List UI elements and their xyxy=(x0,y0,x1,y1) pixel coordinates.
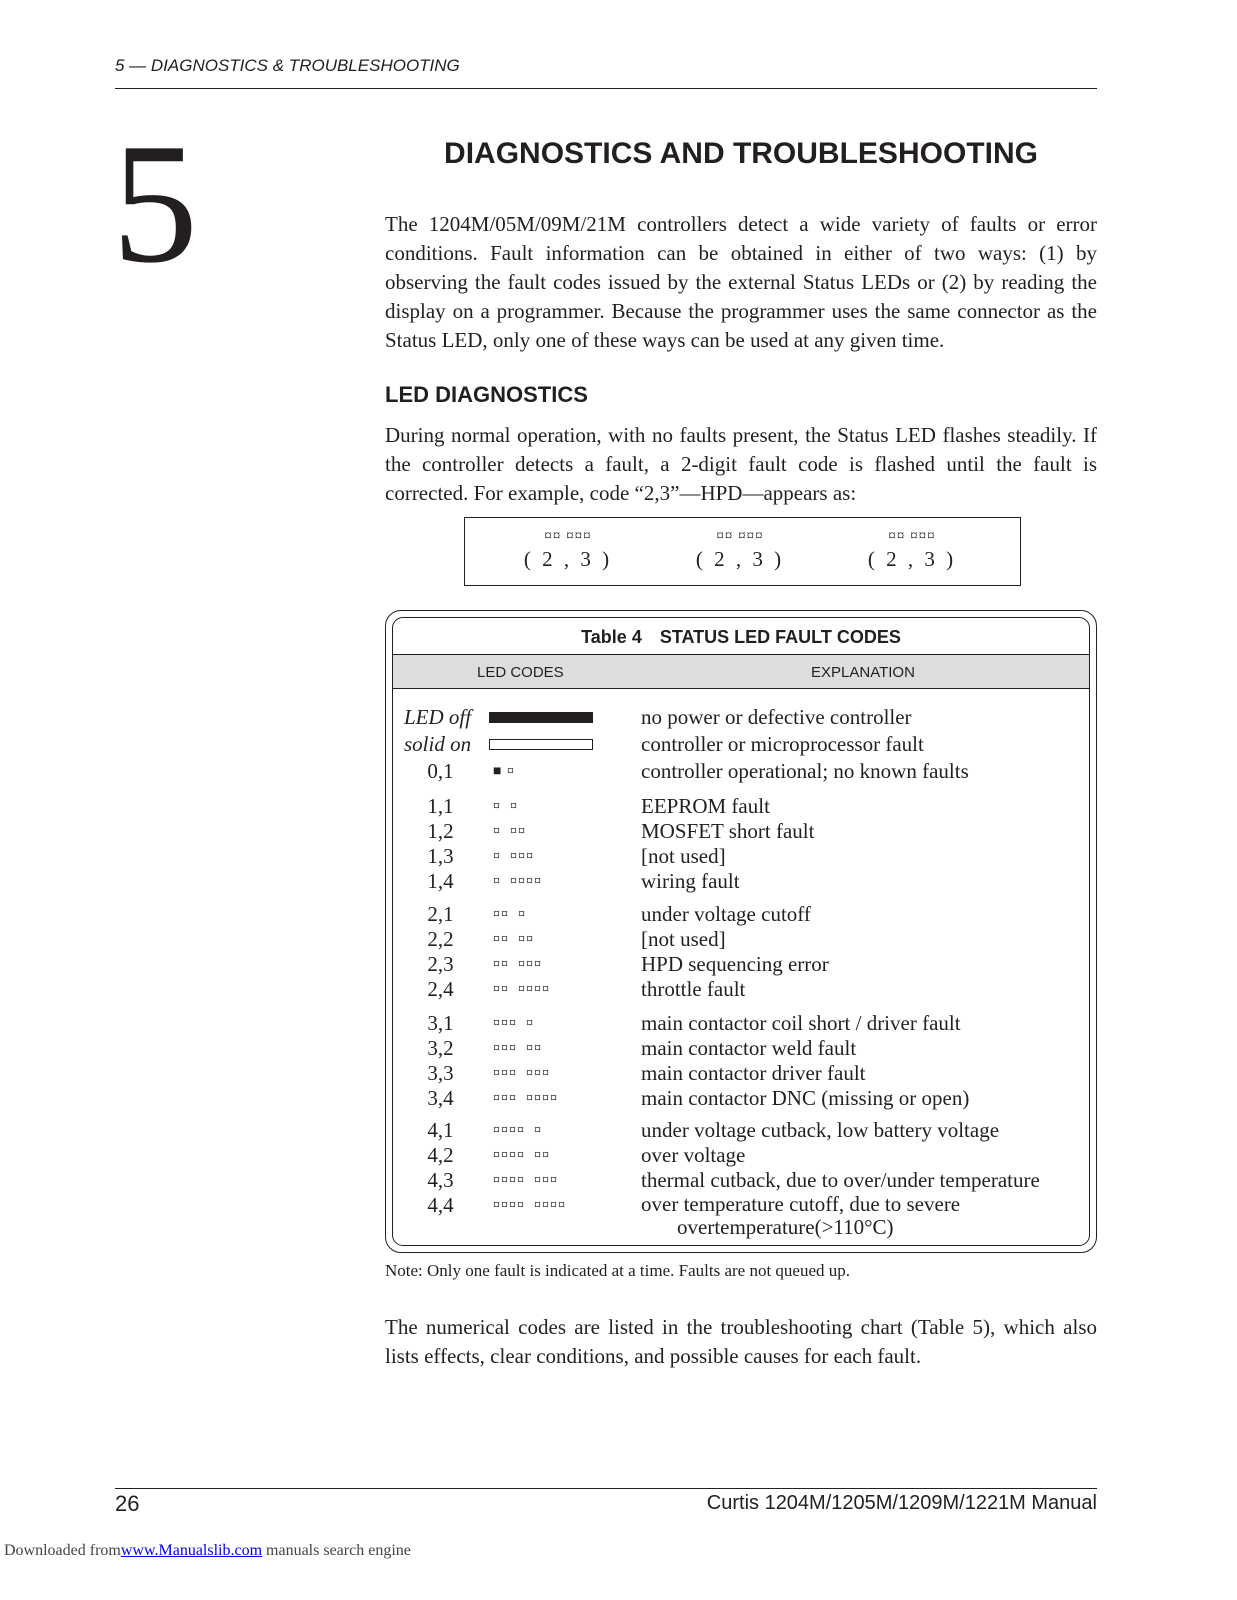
fault-explanation xyxy=(641,1168,1040,1193)
led-example-code: ( 2 , 3 ) xyxy=(523,547,613,571)
table-row xyxy=(393,902,1089,927)
chapter-title: DIAGNOSTICS AND TROUBLESHOOTING xyxy=(444,137,1038,170)
fault-explanation-text: main contactor weld fault xyxy=(641,1036,857,1060)
led-flash-pattern: ¤¤¤¤ ¤¤¤ xyxy=(493,1173,558,1188)
fault-explanation-text: thermal cutback, due to over/under temperature xyxy=(641,1168,1040,1192)
fault-explanation: controller or microprocessor fault xyxy=(641,732,924,756)
led-flash-pattern: ¤¤ ¤¤¤ xyxy=(493,957,542,972)
manual-title: Curtis 1204M/1205M/1209M/1221M Manual xyxy=(706,1492,1097,1514)
table-title xyxy=(393,618,1089,655)
led-flash-pattern: ¤¤ ¤¤¤ xyxy=(716,528,764,544)
led-flash-pattern: ¤¤¤ ¤¤¤ xyxy=(493,1066,550,1081)
led-flash-pattern: ¤¤ ¤¤¤ xyxy=(888,528,936,544)
page-number: 26 xyxy=(115,1491,140,1516)
led-paragraph: During normal operation, with no faults present, the Status LED flashes steadily. If the controller detects a fault, a 2-digit fault code is flashed until the fault is corrected. For example, code “2,3”—HPD—appears as: xyxy=(385,423,1097,505)
fault-code: LED off xyxy=(404,705,472,729)
fault-explanation xyxy=(641,902,811,927)
table-inner-frame xyxy=(392,617,1090,1246)
fault-explanation-text: MOSFET short fault xyxy=(641,819,815,843)
led-flash-pattern: ¤¤¤ ¤¤¤¤ xyxy=(493,1091,558,1106)
column-header-led-codes: LED CODES xyxy=(477,664,564,681)
chapter-number: 5 xyxy=(112,109,198,299)
fault-explanation xyxy=(641,952,829,977)
fault-explanation xyxy=(641,1011,961,1036)
fault-explanation-text: main contactor coil short / driver fault xyxy=(641,1011,961,1035)
fault-code: 3,1 xyxy=(427,1011,454,1035)
fault-explanation xyxy=(641,819,814,844)
fault-explanation xyxy=(641,1143,745,1168)
table-row xyxy=(393,732,1089,757)
led-flash-pattern: ¤¤¤¤ ¤¤¤¤ xyxy=(493,1198,566,1213)
download-notice xyxy=(4,1542,411,1560)
table-row xyxy=(393,869,1089,894)
fault-code: 0,1 xyxy=(427,759,454,783)
fault-explanation-text: over voltage xyxy=(641,1143,746,1167)
fault-explanation xyxy=(641,1193,960,1239)
led-flash-pattern: ¤¤¤ ¤ xyxy=(493,1016,534,1031)
table-row xyxy=(393,1061,1089,1086)
table-row xyxy=(393,977,1089,1002)
fault-code: 1,4 xyxy=(427,869,454,893)
led-flash-pattern: ¤ ¤¤¤ xyxy=(493,849,534,864)
footer-rule xyxy=(115,1488,1097,1489)
fault-code: 1,3 xyxy=(427,844,454,868)
fault-code: 3,4 xyxy=(427,1086,454,1110)
fault-explanation-text: over temperature cutoff, due to severe xyxy=(641,1192,961,1216)
led-flash-pattern: ■ ¤ xyxy=(493,764,515,779)
fault-explanation xyxy=(641,1086,969,1111)
led-example-code: ( 2 , 3 ) xyxy=(867,547,957,571)
table-row xyxy=(393,1192,1089,1239)
fault-explanation xyxy=(641,1061,866,1086)
table-row xyxy=(393,1011,1089,1036)
table-row xyxy=(393,1143,1089,1168)
led-flash-pattern: ¤¤ ¤¤ xyxy=(493,932,534,947)
closing-paragraph: The numerical codes are listed in the troubleshooting chart (Table 5), which also lists effects, clear conditions, and possible causes for each fault. xyxy=(385,1315,1097,1368)
fault-explanation-text: EEPROM fault xyxy=(641,794,770,818)
fault-explanation xyxy=(641,1036,856,1061)
column-header-explanation: EXPLANATION xyxy=(811,664,915,681)
fault-explanation-text: throttle fault xyxy=(641,977,746,1001)
fault-code: solid on xyxy=(404,732,472,756)
fault-explanation: controller operational; no known faults xyxy=(641,759,969,783)
fault-code: 1,2 xyxy=(427,819,454,843)
table-row xyxy=(393,844,1089,869)
led-flash-pattern: ¤¤¤¤ ¤¤ xyxy=(493,1148,550,1163)
fault-code: 2,2 xyxy=(427,927,454,951)
table-number: Table 4 xyxy=(581,627,642,647)
fault-explanation-continued: overtemperature(>110°C) xyxy=(677,1215,894,1239)
table-row xyxy=(393,819,1089,844)
table-header xyxy=(393,655,1089,689)
fault-explanation-text: under voltage cutback, low battery voltage xyxy=(641,1118,1000,1142)
fault-explanation xyxy=(641,869,740,894)
fault-explanation xyxy=(641,927,726,952)
table-row xyxy=(393,794,1089,819)
fault-code: 4,1 xyxy=(427,1118,454,1142)
fault-code: 2,1 xyxy=(427,902,454,926)
led-off-bar xyxy=(489,712,593,723)
fault-explanation-text: main contactor driver fault xyxy=(641,1061,866,1085)
fault-explanation xyxy=(641,794,770,819)
table-row xyxy=(393,705,1089,730)
table-note: Note: Only one fault is indicated at a time. Faults are not queued up. xyxy=(385,1261,851,1280)
fault-explanation-text: under voltage cutoff xyxy=(641,902,811,926)
running-head: 5 — DIAGNOSTICS & TROUBLESHOOTING xyxy=(115,56,460,75)
fault-code: 4,4 xyxy=(427,1193,454,1217)
table-title-text: STATUS LED FAULT CODES xyxy=(659,627,901,647)
table-row xyxy=(393,1086,1089,1111)
fault-explanation-text: [not used] xyxy=(641,927,726,951)
table-row xyxy=(393,759,1089,784)
fault-explanation xyxy=(641,844,726,869)
led-flash-pattern: ¤¤ ¤¤¤¤ xyxy=(493,982,550,997)
fault-code: 4,3 xyxy=(427,1168,454,1192)
fault-explanation: no power or defective controller xyxy=(641,705,912,729)
fault-code: 3,2 xyxy=(427,1036,454,1060)
fault-code: 2,4 xyxy=(427,977,454,1001)
fault-explanation-text: [not used] xyxy=(641,844,726,868)
led-flash-pattern: ¤¤ ¤¤¤ xyxy=(544,528,592,544)
led-flash-pattern: ¤¤¤ ¤¤ xyxy=(493,1041,542,1056)
table-row xyxy=(393,927,1089,952)
fault-explanation-text: main contactor DNC (missing or open) xyxy=(641,1086,970,1110)
led-example-item xyxy=(837,528,987,572)
table-row xyxy=(393,1118,1089,1143)
download-prefix: Downloaded from xyxy=(4,1542,121,1559)
status-led-fault-codes-table xyxy=(385,610,1097,1253)
led-example-box xyxy=(464,517,1021,586)
table-row xyxy=(393,952,1089,977)
led-flash-pattern: ¤ ¤¤ xyxy=(493,824,526,839)
intro-paragraph: The 1204M/05M/09M/21M controllers detect a wide variety of faults or error conditions. Fault information can be obtained in either of two ways: (1) by observing the fault codes issued by the external Status LEDs or (2) by reading the display on a programmer. Because the programmer uses the same connector as the Status LED, only one of these ways can be used at any given time. xyxy=(385,212,1097,352)
fault-code: 2,3 xyxy=(427,952,454,976)
led-flash-pattern: ¤ ¤¤¤¤ xyxy=(493,874,542,889)
led-flash-pattern: ¤¤¤¤ ¤ xyxy=(493,1123,542,1138)
led-solid-on-bar xyxy=(489,739,593,750)
table-row xyxy=(393,1036,1089,1061)
fault-explanation-text: HPD sequencing error xyxy=(641,952,829,976)
led-flash-pattern: ¤ ¤ xyxy=(493,799,518,814)
fault-code: 3,3 xyxy=(427,1061,454,1085)
manualslib-link[interactable]: www.Manualslib.com xyxy=(120,1542,263,1559)
fault-code: 4,2 xyxy=(427,1143,454,1167)
led-example-code: ( 2 , 3 ) xyxy=(695,547,785,571)
fault-explanation xyxy=(641,1118,999,1143)
section-heading-led-diagnostics: LED DIAGNOSTICS xyxy=(385,382,588,407)
fault-explanation xyxy=(641,977,745,1002)
led-example-item xyxy=(665,528,815,572)
fault-code: 1,1 xyxy=(427,794,454,818)
header-rule xyxy=(115,88,1097,89)
fault-explanation-text: wiring fault xyxy=(641,869,740,893)
led-flash-pattern: ¤¤ ¤ xyxy=(493,907,526,922)
download-suffix: manuals search engine xyxy=(262,1542,411,1559)
led-example-item xyxy=(493,528,643,572)
table-row xyxy=(393,1168,1089,1193)
